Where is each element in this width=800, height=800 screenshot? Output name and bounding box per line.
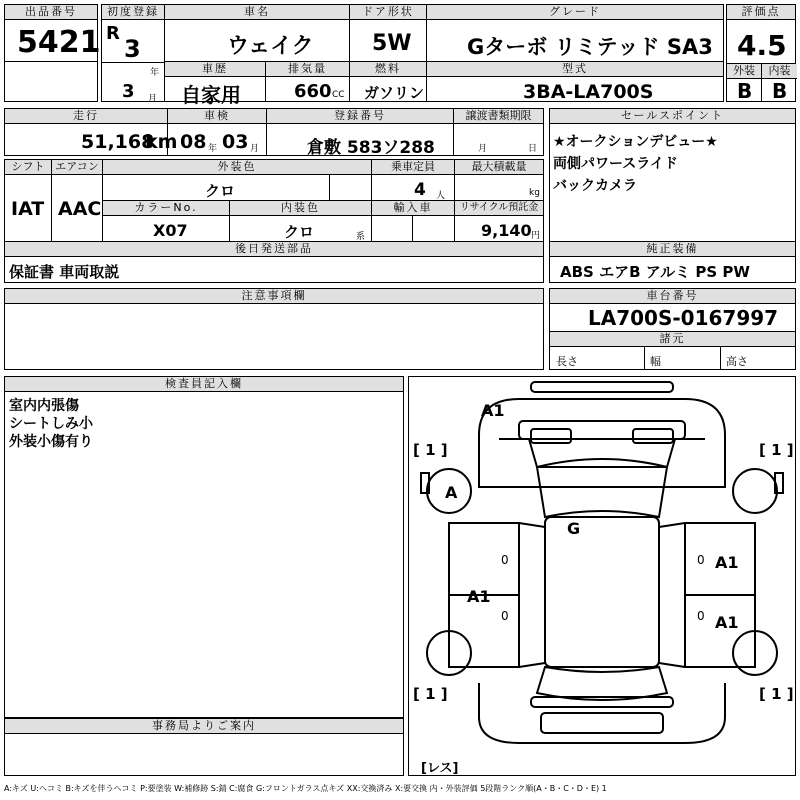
grade: Gターボ リミテッド SA3 (467, 35, 713, 59)
chassis-number: LA700S-0167997 (588, 306, 779, 330)
insp-month: 03 (222, 131, 249, 153)
sales-point: 両側パワースライド (553, 156, 678, 172)
score-box (726, 4, 796, 102)
legend: A:キズ U:ヘコミ B:キズを伴うヘコミ P:要塗装 W:補修跡 S:錆 C:腐食 G:フロントガラス点キズ XX:交換済み X:要交換 内・外装評価 5段階ランク順(A・B・C・D・E) 1 (4, 784, 607, 793)
int-color: クロ (284, 223, 315, 241)
plate-label: 登録番号 (267, 109, 453, 124)
damage-mark: A1 (715, 553, 739, 572)
chassis-box (549, 288, 796, 370)
history: 自家用 (181, 83, 241, 107)
mileage-unit: km (145, 131, 178, 153)
lot-box (4, 4, 101, 102)
exterior-label: 外装 (727, 64, 762, 79)
color-no: X07 (153, 221, 188, 240)
car-name-box (164, 4, 350, 62)
fuel-label: 燃料 (350, 62, 426, 77)
color-no-box (102, 200, 230, 242)
recycle-unit: 円 (531, 231, 541, 241)
ext-color-label: 外装色 (103, 160, 371, 175)
lot-number: 5421 (17, 25, 101, 60)
interior-label: 内装 (762, 64, 797, 79)
load-box (454, 159, 544, 201)
score-label: 評価点 (727, 5, 795, 20)
panel-zero-mark: 0 (697, 553, 705, 567)
tire-tread-rear-right: [ 1 ] (759, 685, 794, 703)
load-unit: kg (529, 188, 540, 198)
load-label: 最大積載量 (455, 160, 543, 175)
panel-zero-mark: 0 (501, 609, 509, 623)
history-box (164, 61, 266, 107)
fuel-box (349, 61, 427, 102)
sales-point: バックカメラ (553, 178, 637, 194)
inspector-note: 外装小傷有り (9, 434, 93, 450)
model-label: 型式 (427, 62, 723, 77)
int-color-label: 内装色 (230, 201, 371, 216)
inspector-box (4, 376, 404, 718)
transfer-box (453, 108, 544, 156)
chassis-label: 車台番号 (550, 289, 795, 304)
insp-year: 08 (180, 131, 207, 153)
inspection-box (167, 108, 267, 156)
first-reg-box (101, 4, 165, 102)
shift: IAT (11, 198, 45, 220)
color-no-label: カラーNo. (103, 201, 229, 216)
ac-box (51, 159, 103, 242)
exterior-grade: B (737, 79, 753, 103)
score: 4.5 (737, 29, 787, 62)
damage-mark: A1 (481, 401, 505, 420)
int-color-box (229, 200, 372, 242)
era: R (106, 23, 120, 44)
transfer-month-unit: 月 (478, 144, 488, 154)
reg-month: 3 (122, 81, 135, 102)
spare-tire: [レス] (421, 761, 459, 776)
panel-zero-mark: 0 (501, 553, 509, 567)
ac: AAC (58, 198, 102, 220)
first-reg-label: 初度登録 (102, 5, 164, 20)
damage-mark: A1 (715, 613, 739, 632)
width-label: 幅 (650, 355, 661, 368)
equipment: ABS エアB アルミ PS PW (560, 263, 750, 281)
transfer-label: 譲渡書類期限 (454, 109, 543, 124)
displacement-label: 排気量 (266, 62, 349, 77)
equipment-label: 純正装備 (550, 242, 795, 257)
door-type: 5W (372, 31, 412, 56)
tire-tread-front-right: [ 1 ] (759, 441, 794, 459)
mileage-label: 走行 (5, 109, 167, 124)
transfer-day-unit: 日 (528, 144, 538, 154)
displacement: 660 (294, 81, 332, 102)
equipment-box (549, 241, 796, 283)
reg-month-unit: 月 (148, 94, 158, 104)
car-name: ウェイク (227, 34, 314, 59)
inspector-label: 検査員記入欄 (5, 377, 403, 392)
car-diagram (408, 376, 796, 776)
shift-label: シフト (5, 160, 51, 175)
insp-year-unit: 年 (208, 144, 218, 154)
mileage: 51,168 (81, 131, 155, 153)
ext-color: クロ (205, 182, 236, 200)
inspector-note: シートしみ小 (9, 416, 93, 432)
office-box (4, 718, 404, 776)
later-parts-box (4, 241, 544, 283)
panel-zero-mark: 0 (697, 609, 705, 623)
later-parts: 保証書 車両取説 (9, 263, 120, 281)
lot-label: 出品番号 (5, 5, 97, 20)
sales-label: セールスポイント (550, 109, 795, 124)
grade-label: グレード (427, 5, 723, 20)
sales-box (549, 108, 796, 242)
height-label: 高さ (726, 355, 748, 368)
plate: 倉敷 583ソ288 (307, 138, 435, 158)
office-label: 事務局よりご案内 (5, 719, 403, 734)
capacity: 4 (414, 180, 426, 200)
sales-point: ★オークションデビュー★ (553, 134, 718, 150)
recycle-box (454, 200, 544, 242)
capacity-label: 乗車定員 (372, 160, 454, 175)
damage-mark: A (445, 483, 458, 502)
specs-label: 諸元 (550, 332, 795, 347)
model: 3BA-LA700S (523, 81, 654, 103)
import-box (371, 200, 455, 242)
inspection-label: 車検 (168, 109, 266, 124)
damage-mark: A1 (467, 587, 491, 606)
damage-mark: G (567, 519, 581, 538)
tire-tread-front-left: [ 1 ] (413, 441, 448, 459)
length-label: 長さ (556, 355, 578, 368)
displacement-box (265, 61, 350, 102)
car-name-label: 車名 (165, 5, 349, 20)
notes-label: 注意事項欄 (5, 289, 543, 304)
later-parts-label: 後日発送部品 (5, 242, 543, 257)
mileage-box (4, 108, 178, 156)
ac-label: エアコン (52, 160, 102, 175)
plate-box (266, 108, 454, 156)
displacement-unit: CC (332, 90, 345, 100)
ext-color-box (102, 159, 372, 201)
tire-tread-rear-left: [ 1 ] (413, 685, 448, 703)
int-color-unit: 系 (356, 232, 366, 242)
history-label: 車歴 (165, 62, 265, 77)
import-label: 輸入車 (372, 201, 454, 216)
capacity-box (371, 159, 455, 201)
door-box (349, 4, 427, 62)
inspector-note: 室内内張傷 (9, 398, 79, 414)
reg-year-unit: 年 (150, 68, 160, 78)
insp-month-unit: 月 (250, 144, 260, 154)
grade-box (426, 4, 724, 62)
recycle: 9,140 (481, 221, 532, 240)
car-outline (409, 377, 795, 775)
reg-year: 3 (124, 35, 141, 63)
capacity-unit: 人 (436, 191, 446, 201)
recycle-label: リサイクル預託金 (455, 201, 543, 216)
notes-box (4, 288, 544, 370)
fuel: ガソリン (364, 84, 425, 102)
shift-box (4, 159, 52, 242)
model-box (426, 61, 724, 102)
interior-grade: B (772, 79, 788, 103)
door-label: ドア形状 (350, 5, 426, 20)
